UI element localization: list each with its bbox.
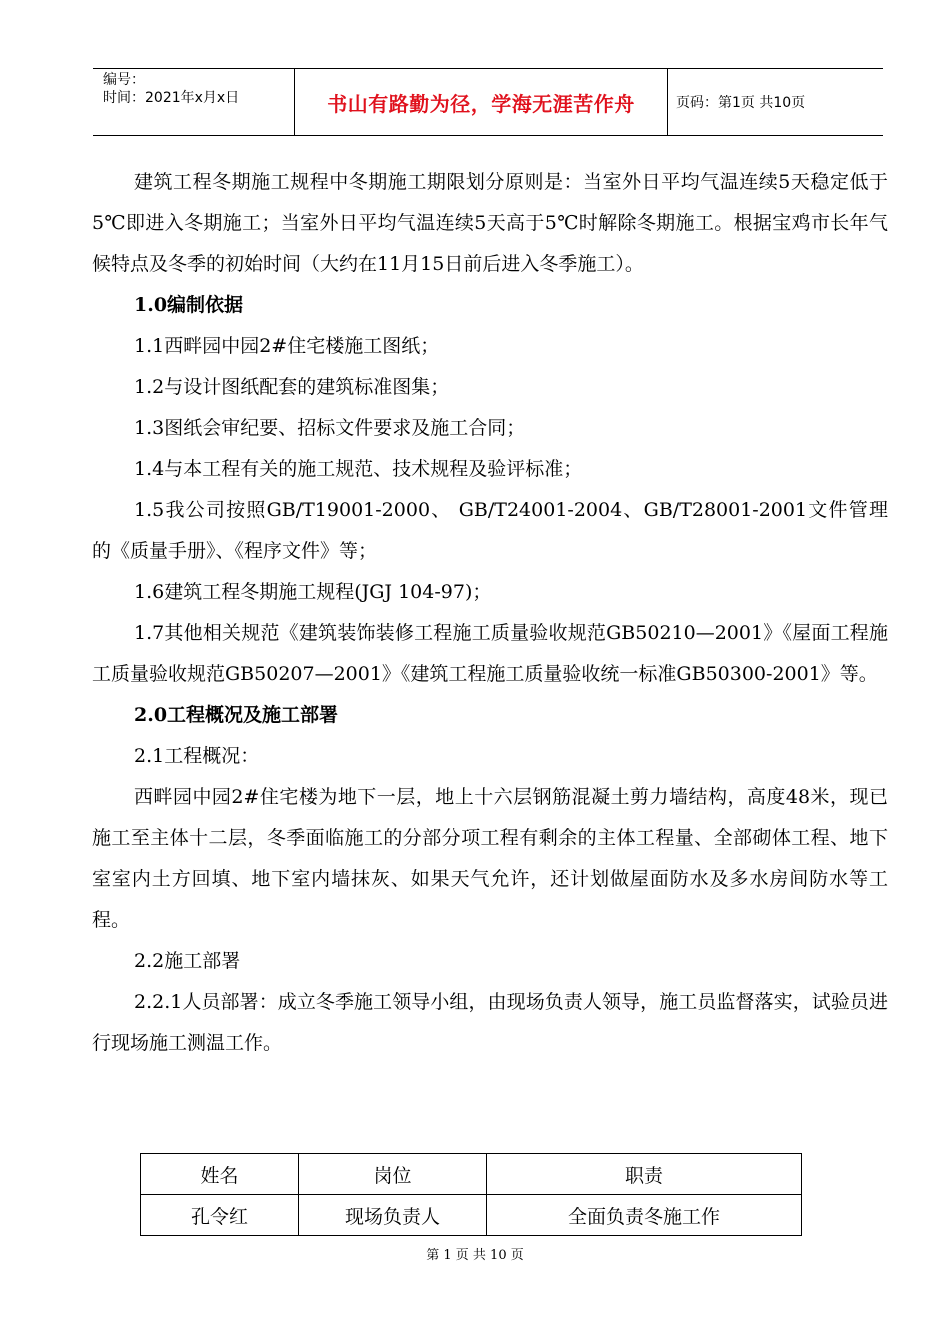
paragraph: 2.2.1人员部署：成立冬季施工领导小组，由现场负责人领导，施工员监督落实，试验员进行现场施工测温工作。 [92,991,888,1054]
table-header-cell: 岗位 [299,1154,487,1195]
paragraph: 1.3图纸会审纪要、招标文件要求及施工合同； [134,417,526,439]
paragraph: 建筑工程冬期施工规程中冬期施工期限划分原则是：当室外日平均气温连续5天稳定低于5℃即进入冬期施工；当室外日平均气温连续5天高于5℃时解除冬期施工。根据宝鸡市长年气候特点及冬季的初始时间（大约在11月15日前后进入冬季施工）。 [92,171,888,275]
table-header-cell: 姓名 [141,1154,299,1195]
paragraph: 1.5我公司按照GB/T19001-2000、 GB/T24001-2004、GB/T28001-2001文件管理的《质量手册》、《程序文件》等； [92,499,888,562]
header-meta [93,69,295,135]
paragraph: 1.7其他相关规范《建筑装饰装修工程施工质量验收规范GB50210—2001》《屋面工程施工质量验收规范GB50207—2001》《建筑工程施工质量验收统一标准GB50300-2001》等。 [92,622,888,685]
document-body [92,162,888,1064]
header-page-info: 页码：第1页 共10页 [676,95,806,111]
table-header-cell: 职责 [486,1154,801,1195]
table-row [141,1195,802,1236]
section-heading: 1.0编制依据 [134,294,244,316]
paragraph: 1.6建筑工程冬期施工规程(JGJ 104-97)； [134,581,492,603]
paragraph: 1.4与本工程有关的施工规范、技术规程及验评标准； [134,458,583,480]
paragraph: 1.2与设计图纸配套的建筑标准图集； [134,376,450,398]
paragraph: 2.2施工部署 [134,950,241,972]
staff-table [140,1153,802,1236]
table-cell: 孔令红 [141,1195,299,1236]
document-header [93,68,883,136]
table-cell: 现场负责人 [299,1195,487,1236]
time-label: 时间：2021年x月x日 [103,90,240,106]
number-label: 编号： [103,72,145,88]
paragraph: 1.1西畔园中园2#住宅楼施工图纸； [134,335,440,357]
paragraph: 西畔园中园2#住宅楼为地下一层，地上十六层钢筋混凝土剪力墙结构，高度48米，现已施工至主体十二层，冬季面临施工的分部分项工程有剩余的主体工程量、全部砌体工程、地下室室内土方回填、地下室内墙抹灰、如果天气允许，还计划做屋面防水及多水房间防水等工程。 [92,786,888,931]
page-footer: 第 1 页 共 10 页 [426,1248,524,1263]
table-header-row [141,1154,802,1195]
paragraph: 2.1工程概况： [134,745,260,767]
section-heading: 2.0工程概况及施工部署 [134,704,339,726]
header-motto: 书山有路勤为径，学海无涯苦作舟 [295,69,668,135]
table-cell: 全面负责冬施工作 [486,1195,801,1236]
